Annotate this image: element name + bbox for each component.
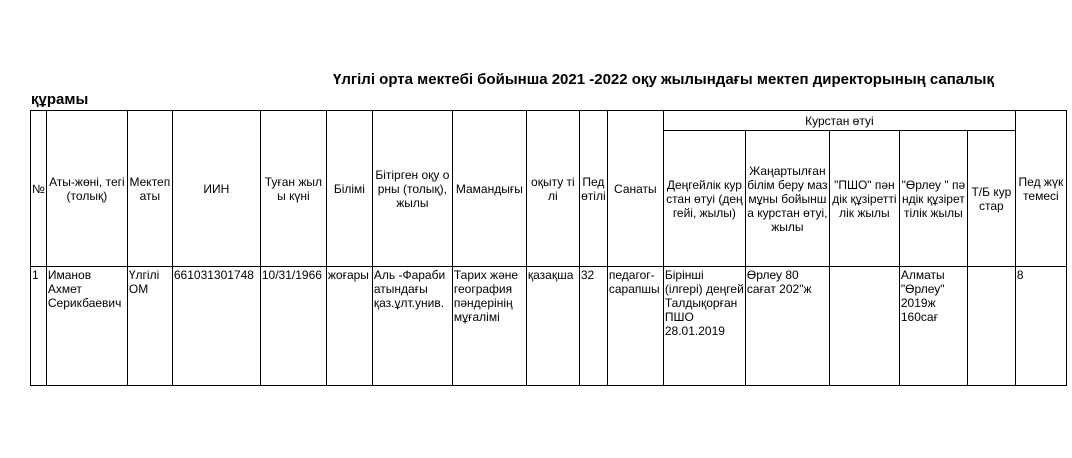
header-graduated: Бітірген оқу орны (толық), жылы — [372, 111, 452, 267]
cell-specialty: Тарих және география пәндерінің мұғалімі — [452, 267, 526, 386]
document-title: Үлгілі орта мектебі бойынша 2021 -2022 оқу жылындағы мектеп директорының сапалық — [333, 71, 994, 88]
cell-pshho — [829, 267, 899, 386]
cell-education: жоғары — [326, 267, 372, 386]
cell-category: педагог-сарапшы — [607, 267, 663, 386]
cell-ped-experience: 32 — [579, 267, 607, 386]
cell-iin: 661031301748 — [172, 267, 260, 386]
cell-graduated: Аль -Фараби атындағы қаз.ұлт.унив. — [372, 267, 452, 386]
header-ped-experience: Пед өтілі — [579, 111, 607, 267]
header-language: оқыту тілі — [526, 111, 579, 267]
document-title-continued: құрамы — [31, 91, 89, 108]
header-pshho: "ПШО" пәндік құзіреттілік жылы — [829, 131, 899, 267]
cell-name: Иманов Ахмет Серикбаевич — [46, 267, 127, 386]
cell-school: Үлгілі ОМ — [127, 267, 172, 386]
cell-birth: 10/31/1966 — [260, 267, 326, 386]
cell-language: қазақша — [526, 267, 579, 386]
table-row — [31, 267, 1067, 386]
cell-level-course: Бірінші (ілгері) деңгей Талдықорған ПШО 28.01.2019 — [663, 267, 745, 386]
header-num: № — [31, 111, 47, 267]
header-specialty: Мамандығы — [452, 111, 526, 267]
header-school: Мектеп аты — [127, 111, 172, 267]
header-education: Білімі — [326, 111, 372, 267]
header-name: Аты-жөні, тегі (толық) — [46, 111, 127, 267]
header-birth: Туған жылы күні — [260, 111, 326, 267]
header-ped-load: Пед жүктемесі — [1015, 111, 1066, 267]
header-tb: Т/Б курстар — [967, 131, 1015, 267]
cell-num: 1 — [31, 267, 47, 386]
cell-orleu: Алматы "Өрлеу" 2019ж 160сағ — [899, 267, 967, 386]
header-level-course: Деңгейлік курстан өтуі (деңгейі, жылы) — [663, 131, 745, 267]
header-row-1 — [31, 111, 1067, 131]
header-orleu: "Өрлеу " пәндік құзіреттілік жылы — [899, 131, 967, 267]
cell-updated-course: Өрлеу 80 сағат 202"ж — [745, 267, 829, 386]
header-updated-course: Жаңартылған білім беру мазмұны бойынша курстан өтуі, жылы — [745, 131, 829, 267]
director-quality-table — [30, 110, 1067, 386]
header-courses-group: Курстан өтуі — [663, 111, 1015, 131]
cell-ped-load: 8 — [1015, 267, 1066, 386]
header-category: Санаты — [607, 111, 663, 267]
header-iin: ИИН — [172, 111, 260, 267]
cell-tb — [967, 267, 1015, 386]
